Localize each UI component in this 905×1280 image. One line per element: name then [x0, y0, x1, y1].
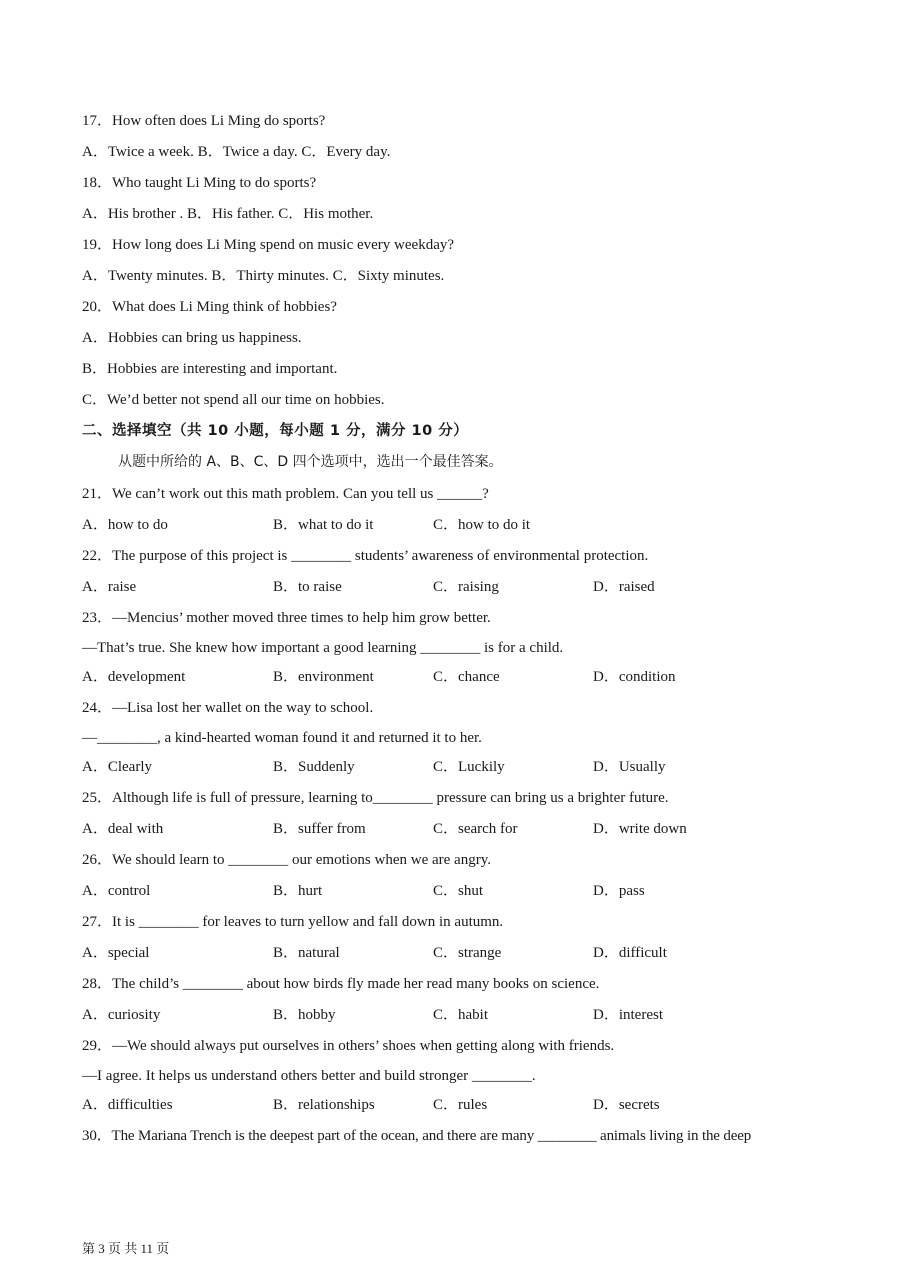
question-20: 20．What does Li Ming think of hobbies?: [82, 299, 337, 315]
question-23-option-b: B．environment: [273, 669, 374, 685]
question-28-option-a: A．curiosity: [82, 1007, 161, 1023]
question-24-reply: —________, a kind-hearted woman found it and returned it to her.: [82, 730, 482, 746]
question-19: 19．How long does Li Ming spend on music every weekday?: [82, 237, 455, 253]
question-29-option-d: D．secrets: [593, 1097, 660, 1113]
question-25-option-d: D．write down: [593, 821, 687, 837]
question-27-option-a: A．special: [82, 945, 150, 961]
question-29-reply: —I agree. It helps us understand others better and build stronger ________.: [82, 1068, 536, 1084]
question-19-options: A．Twenty minutes. B．Thirty minutes. C．Sixty minutes.: [82, 268, 445, 284]
question-24-option-a: A．Clearly: [82, 759, 152, 775]
question-29: 29．—We should always put ourselves in others’ shoes when getting along with friends.: [82, 1038, 615, 1054]
question-20-option-c: C．We’d better not spend all our time on hobbies.: [82, 392, 385, 408]
question-27-option-d: D．difficult: [593, 945, 667, 961]
question-25-option-a: A．deal with: [82, 821, 164, 837]
question-28: 28．The child’s ________ about how birds fly made her read many books on science.: [82, 976, 600, 992]
question-22-option-c: C．raising: [433, 579, 499, 595]
question-25-option-c: C．search for: [433, 821, 518, 837]
question-20-option-b: B．Hobbies are interesting and important.: [82, 361, 338, 377]
question-24-option-c: C．Luckily: [433, 759, 505, 775]
question-18-options: A．His brother . B．His father. C．His mother.: [82, 206, 374, 222]
question-26: 26．We should learn to ________ our emotions when we are angry.: [82, 852, 491, 868]
question-29-option-b: B．relationships: [273, 1097, 375, 1113]
question-26-option-b: B．hurt: [273, 883, 323, 899]
question-21-option-a: A．how to do: [82, 517, 168, 533]
question-25-option-b: B．suffer from: [273, 821, 366, 837]
question-29-option-a: A．difficulties: [82, 1097, 173, 1113]
question-20-option-a: A．Hobbies can bring us happiness.: [82, 330, 302, 346]
section-heading: 二、选择填空（共 10 小题，每小题 1 分，满分 10 分）: [82, 423, 469, 439]
section-instruction: 从题中所给的 A、B、C、D 四个选项中，选出一个最佳答案。: [118, 454, 503, 470]
question-25: 25．Although life is full of pressure, learning to________ pressure can bring us a brighter future.: [82, 790, 669, 806]
question-24: 24．—Lisa lost her wallet on the way to school.: [82, 700, 374, 716]
question-23-reply: —That’s true. She knew how important a good learning ________ is for a child.: [82, 640, 564, 656]
question-27-option-b: B．natural: [273, 945, 340, 961]
question-23-option-d: D．condition: [593, 669, 676, 685]
question-21: 21．We can’t work out this math problem. Can you tell us ______?: [82, 486, 489, 502]
question-21-option-b: B．what to do it: [273, 517, 374, 533]
question-24-option-b: B．Suddenly: [273, 759, 355, 775]
question-21-option-c: C．how to do it: [433, 517, 531, 533]
question-26-option-d: D．pass: [593, 883, 645, 899]
question-26-option-a: A．control: [82, 883, 151, 899]
question-27: 27．It is ________ for leaves to turn yellow and fall down in autumn.: [82, 914, 504, 930]
question-24-option-d: D．Usually: [593, 759, 666, 775]
question-22-option-a: A．raise: [82, 579, 137, 595]
question-30: 30．The Mariana Trench is the deepest part of the ocean, and there are many ________ animals living in the deep: [82, 1128, 752, 1144]
question-22-option-b: B．to raise: [273, 579, 342, 595]
question-28-option-b: B．hobby: [273, 1007, 336, 1023]
question-17-options: A．Twice a week. B．Twice a day. C．Every day.: [82, 144, 391, 160]
page-footer: 第 3 页 共 11 页: [82, 1241, 170, 1256]
question-26-option-c: C．shut: [433, 883, 484, 899]
question-23-option-c: C．chance: [433, 669, 500, 685]
question-28-option-c: C．habit: [433, 1007, 488, 1023]
question-29-option-c: C．rules: [433, 1097, 488, 1113]
question-17: 17．How often does Li Ming do sports?: [82, 113, 326, 129]
question-23-option-a: A．development: [82, 669, 186, 685]
question-27-option-c: C．strange: [433, 945, 502, 961]
question-22: 22．The purpose of this project is ________ students’ awareness of environmental protection.: [82, 548, 649, 564]
question-23: 23．—Mencius’ mother moved three times to help him grow better.: [82, 610, 491, 626]
question-18: 18．Who taught Li Ming to do sports?: [82, 175, 317, 191]
question-22-option-d: D．raised: [593, 579, 655, 595]
question-28-option-d: D．interest: [593, 1007, 663, 1023]
